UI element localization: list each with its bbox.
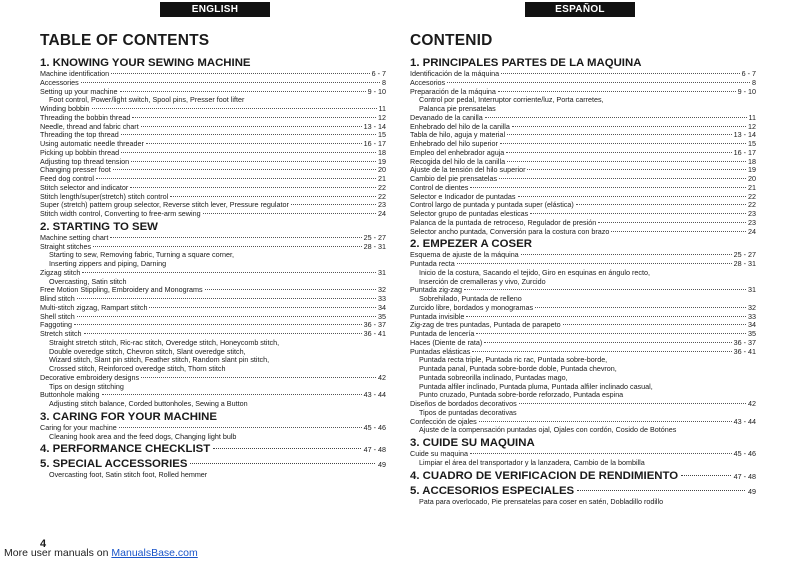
- section-heading-text: 2. STARTING TO SEW: [40, 220, 158, 233]
- entry-title: Preparación de la máquina: [410, 86, 496, 96]
- entry-title: Haces (Diente de rata): [410, 337, 483, 347]
- entry-page: 36 - 41: [733, 346, 756, 356]
- entry-page: 18: [748, 156, 756, 166]
- entry-title: Feed dog control: [40, 174, 94, 183]
- toc-entry: [40, 210, 386, 219]
- entry-title: Ajuste de la tensión del hilo superior: [410, 165, 526, 175]
- entry-title: Control largo de puntada y puntada super (elástica): [410, 200, 574, 210]
- section-heading: [40, 411, 386, 424]
- entry-page: 8: [752, 77, 756, 87]
- entry-title: Zigzag stitch: [40, 267, 81, 277]
- dot-leader: [113, 169, 376, 170]
- entry-title: Devanado de la canilla: [410, 112, 483, 122]
- dot-leader: [291, 204, 376, 205]
- entry-page: 36 - 37: [733, 337, 756, 347]
- toc-section: [40, 411, 386, 442]
- entry-page: 16 - 17: [363, 139, 386, 148]
- dot-leader: [485, 117, 747, 118]
- entry-title: Multi-stitch zigzag, Rampart stitch: [40, 302, 148, 312]
- entry-title: Stitch width control, Converting to free-arm sewing: [40, 209, 201, 218]
- footer-banner: [4, 547, 198, 559]
- dot-leader: [111, 73, 369, 74]
- dot-leader: [499, 178, 746, 179]
- entry-title: Stretch stitch: [40, 329, 82, 338]
- dot-leader: [131, 161, 376, 162]
- section-heading-text: 3. CARING FOR YOUR MACHINE: [40, 410, 217, 423]
- entry-page: 32: [748, 302, 756, 312]
- dot-leader: [190, 463, 375, 464]
- toc-entry: [410, 70, 756, 79]
- entry-title: Changing presser foot: [40, 165, 111, 175]
- toc-subentry: Straight stretch stitch, Ric-rac stitch, Overedge stitch, Honeycomb stitch,: [49, 337, 280, 347]
- dot-leader: [92, 108, 377, 109]
- entry-page: 6 - 7: [741, 69, 756, 78]
- entry-page: 42: [378, 372, 386, 382]
- entry-page: 11: [748, 112, 756, 122]
- toc-entry: [40, 321, 386, 330]
- dot-leader: [121, 134, 376, 135]
- toc-subentry: Limpiar el área del transportador y la lanzadera, Cambio de la bombilla: [419, 457, 645, 467]
- entry-title: Puntadas elásticas: [410, 346, 471, 356]
- entry-page: 15: [378, 130, 386, 140]
- entry-page: 25 - 27: [363, 232, 386, 242]
- entry-title: Accesorios: [410, 77, 446, 87]
- toc-section: [410, 238, 756, 435]
- toc-entry: [40, 313, 386, 322]
- entry-title: Picking up bobbin thread: [40, 147, 120, 157]
- dot-leader: [84, 333, 362, 334]
- dot-leader: [507, 161, 746, 162]
- entry-page: 43 - 44: [733, 416, 756, 426]
- toc-section: [40, 221, 386, 409]
- entry-title: Super (stretch) pattern group selector, Reverse stitch lever, Pressure regulator: [40, 200, 289, 210]
- dot-leader: [120, 91, 366, 92]
- entry-page: 45 - 46: [363, 422, 386, 432]
- section-heading: [410, 470, 756, 483]
- entry-page: 28 - 31: [363, 241, 386, 251]
- dot-leader: [132, 117, 376, 118]
- dot-leader: [521, 254, 732, 255]
- dot-leader: [611, 231, 746, 232]
- entry-page: 22: [378, 182, 386, 192]
- entry-title: Setting up your machine: [40, 86, 118, 96]
- entry-page: 31: [748, 285, 756, 295]
- entry-page: 34: [378, 302, 386, 312]
- dot-leader: [93, 246, 361, 247]
- toc-section: [40, 443, 386, 456]
- dot-leader: [119, 427, 362, 428]
- entry-page: 33: [748, 311, 756, 321]
- entry-title: Puntada invisible: [410, 311, 465, 321]
- toc-subentry: Puntada alfiler inclinado, Puntada pluma, Puntada alfiler inclinado casual,: [419, 381, 653, 391]
- dot-leader: [77, 298, 376, 299]
- entry-title: Enhebrado del hilo de la canilla: [410, 121, 510, 131]
- dot-leader: [205, 289, 376, 290]
- entry-title: Free Motion Stippling, Embroidery and Monograms: [40, 285, 203, 295]
- toc-subentry: Inserción de cremalleras y vivo, Zurcido: [419, 276, 546, 286]
- entry-title: Threading the bobbin thread: [40, 112, 131, 122]
- entry-title: Zig-zag de tres puntadas, Puntada de parapeto: [410, 320, 561, 330]
- entry-title: Puntada recta: [410, 259, 455, 268]
- entry-page: 31: [378, 267, 386, 277]
- entry-title: Recogida del hilo de la canilla: [410, 156, 506, 166]
- section-heading-text: 1. PRINCIPALES PARTES DE LA MAQUINA: [410, 57, 642, 69]
- footer-text: More user manuals on: [4, 547, 112, 559]
- entry-title: Selector e Indicador de puntadas: [410, 191, 516, 201]
- toc-subentry: Overcasting foot, Satin stitch foot, Rolled hemmer: [49, 470, 208, 480]
- dot-leader: [527, 169, 746, 170]
- entry-title: Machine identification: [40, 69, 110, 78]
- section-heading-text: 1. KNOWING YOUR SEWING MACHINE: [40, 57, 251, 69]
- section-heading-text: 5. SPECIAL ACCESSORIES: [40, 458, 188, 471]
- dot-leader: [507, 134, 732, 135]
- entry-title: Control de dientes: [410, 182, 469, 192]
- dot-leader: [82, 272, 376, 273]
- toc-subentry: Tips on design stitching: [49, 381, 124, 391]
- toc-subentry: Tipos de puntadas decorativas: [419, 407, 517, 417]
- dot-leader: [74, 324, 362, 325]
- dot-leader: [576, 204, 746, 205]
- section-heading-text: 4. PERFORMANCE CHECKLIST: [40, 443, 211, 456]
- dot-leader: [484, 342, 731, 343]
- dot-leader: [498, 91, 736, 92]
- toc-subentry: Punto cruzado, Puntada sobre-borde reforzado, Puntada espina: [419, 390, 624, 400]
- entry-title: Empleo del enhebrador aguja: [410, 147, 505, 157]
- dot-leader: [500, 143, 746, 144]
- entry-title: Threading the top thread: [40, 130, 119, 140]
- dot-leader: [102, 394, 362, 395]
- dot-leader: [213, 448, 360, 449]
- section-heading-text: 2. EMPEZER A COSER: [410, 238, 532, 251]
- dot-leader: [466, 316, 746, 317]
- entry-title: Puntada de lencería: [410, 329, 475, 338]
- entry-page: 8: [382, 77, 386, 87]
- entry-title: Winding bobbin: [40, 104, 90, 113]
- entry-page: 19: [378, 156, 386, 166]
- entry-title: Using automatic needle threader: [40, 139, 144, 148]
- entry-title: Cuide su maquina: [410, 449, 468, 458]
- toc-section: [40, 458, 386, 480]
- dot-leader: [563, 324, 746, 325]
- entry-page: 34: [748, 320, 756, 330]
- entry-title: Adjusting top thread tension: [40, 156, 130, 166]
- dot-leader: [476, 333, 746, 334]
- entry-page: 20: [378, 165, 386, 175]
- entry-page: 23: [378, 200, 386, 210]
- entry-page: 9 - 10: [367, 86, 386, 96]
- toc-sections: [410, 55, 756, 506]
- entry-title: Enhebrado del hilo superior: [410, 139, 498, 148]
- entry-title: Straight stitches: [40, 241, 92, 251]
- toc-subentry: Double overedge stitch, Chevron stitch, Slant overedge stitch,: [49, 346, 246, 356]
- toc-section: [40, 57, 386, 219]
- entry-title: Selector grupo de puntadas elesticas: [410, 209, 529, 218]
- entry-title: Puntada zig-zag: [410, 285, 462, 295]
- toc-subentry: Palanca pie prensatelas: [419, 104, 496, 113]
- toc-section: [410, 470, 756, 483]
- entry-page: 11: [378, 104, 386, 113]
- dot-leader: [81, 82, 380, 83]
- dot-leader: [512, 126, 746, 127]
- dot-leader: [457, 263, 732, 264]
- dot-leader: [77, 316, 376, 317]
- dot-leader: [447, 82, 750, 83]
- toc-subentry: Adjusting stitch balance, Corded buttonholes, Sewing a Button: [49, 399, 248, 408]
- entry-page: 28 - 31: [733, 259, 756, 268]
- entry-page: 43 - 44: [363, 390, 386, 400]
- entry-page: 35: [748, 329, 756, 338]
- entry-title: Buttonhole making: [40, 390, 100, 400]
- page-number: 4: [40, 538, 47, 550]
- entry-page: 9 - 10: [737, 86, 756, 96]
- toc-sections: [40, 55, 386, 480]
- toc-entry: [40, 70, 386, 79]
- entry-title: Selector ancho puntada, Conversión para la costura con brazo: [410, 226, 610, 236]
- entry-page: 15: [748, 139, 756, 148]
- section-heading: [410, 485, 756, 498]
- section-page: 47 - 48: [363, 445, 386, 455]
- entry-page: 45 - 46: [733, 449, 756, 458]
- dot-leader: [470, 453, 732, 454]
- entry-page: 21: [378, 174, 386, 183]
- entry-title: Faggoting: [40, 320, 72, 330]
- entry-page: 32: [378, 285, 386, 295]
- entry-title: Stitch length/super(stretch) stitch control: [40, 191, 169, 201]
- entry-page: 20: [748, 174, 756, 183]
- dot-leader: [681, 475, 730, 476]
- toc-section: [410, 57, 756, 236]
- entry-page: 13 - 14: [363, 121, 386, 131]
- entry-page: 24: [378, 209, 386, 218]
- entry-title: Confección de ojales: [410, 416, 477, 426]
- toc-entry: [410, 228, 756, 237]
- footer-link[interactable]: ManualsBase.com: [111, 547, 198, 559]
- toc-subentry: Overcasting, Satin stitch: [49, 276, 127, 286]
- toc-subentry: Puntada recta triple, Puntada ric rac, Puntada sobre-borde,: [419, 355, 608, 365]
- page-title-english: TABLE OF CONTENTS: [40, 32, 210, 49]
- dot-leader: [519, 403, 746, 404]
- entry-title: Tabla de hilo, aguja y material: [410, 130, 506, 140]
- entry-title: Blind stitch: [40, 294, 75, 303]
- dot-leader: [470, 187, 746, 188]
- toc-subentry: Inicio de la costura, Sacando el tejido, Giro en esquinas en ángulo recto,: [419, 267, 650, 277]
- entry-page: 22: [378, 191, 386, 201]
- dot-leader: [203, 213, 376, 214]
- toc-subentry: Puntada sobreorilla inclinado, Puntadas mago,: [419, 372, 568, 382]
- entry-page: 24: [748, 226, 756, 236]
- toc-subentry: Pata para overlocado, Pie prensatelas para coser en satén, Dobladillo rodillo: [419, 496, 664, 506]
- dot-leader: [141, 126, 362, 127]
- dot-leader: [479, 421, 732, 422]
- entry-title: Palanca de la puntada de retroceso, Regulador de presión: [410, 217, 597, 227]
- section-heading-text: 5. ACCESORIOS ESPECIALES: [410, 484, 575, 497]
- dot-leader: [530, 213, 746, 214]
- entry-page: 12: [748, 121, 756, 131]
- entry-title: Stitch selector and indicator: [40, 182, 129, 192]
- entry-page: 21: [748, 182, 756, 192]
- toc-entry: [40, 234, 386, 243]
- dot-leader: [535, 307, 746, 308]
- entry-title: Diseños de bordados decorativos: [410, 399, 517, 408]
- entry-title: Cambio del pie prensatelas: [410, 174, 498, 183]
- section-page: 47 - 48: [733, 471, 756, 481]
- toc-subentry: Ajuste de la compensación puntadas ojal, Ojales con cordón, Cosido de Botónes: [419, 425, 677, 435]
- section-page: 49: [378, 460, 386, 470]
- section-heading-text: 3. CUIDE SU MAQUINA: [410, 437, 535, 449]
- toc-entry: [40, 304, 386, 313]
- entry-title: Esquema de ajuste de la máquina: [410, 250, 519, 260]
- section-page: 49: [748, 486, 756, 496]
- dot-leader: [518, 196, 747, 197]
- entry-page: 19: [748, 165, 756, 175]
- dot-leader: [598, 222, 746, 223]
- dot-leader: [501, 73, 740, 74]
- entry-page: 6 - 7: [371, 69, 386, 78]
- toc-subentry: Crossed stitch, Reinforced overedge stitch, Thorn stitch: [49, 364, 226, 373]
- toc-subentry: Control por pedal, Interruptor corriente/luz, Porta carretes,: [419, 95, 604, 105]
- dot-leader: [96, 178, 376, 179]
- entry-title: Accessories: [40, 77, 79, 87]
- entry-title: Identificación de la máquina: [410, 69, 500, 78]
- toc-subentry: Foot control, Power/light switch, Spool pins, Presser foot lifter: [49, 95, 245, 105]
- entry-page: 18: [378, 147, 386, 157]
- toc-subentry: Wizard stitch, Slant pin stitch, Feather stitch, Random slant pin stitch,: [49, 355, 270, 365]
- entry-page: 23: [748, 217, 756, 227]
- entry-title: Zurcido libre, bordados y monogramas: [410, 302, 534, 312]
- section-heading: [40, 443, 386, 456]
- entry-page: 36 - 41: [363, 329, 386, 338]
- toc-subentry: Cleaning hook area and the feed dogs, Changing light bulb: [49, 431, 237, 441]
- entry-page: 36 - 37: [363, 320, 386, 330]
- toc-subentry: Puntada panal, Puntada sobre-borde doble, Puntada chevron,: [419, 364, 617, 373]
- dot-leader: [121, 152, 376, 153]
- section-heading-text: 4. CUADRO DE VERIFICACION DE RENDIMIENTO: [410, 469, 679, 482]
- toc-subentry: Sobrehilado, Puntada de relleno: [419, 294, 522, 303]
- dot-leader: [472, 351, 731, 352]
- entry-page: 22: [748, 200, 756, 210]
- dot-leader: [141, 377, 376, 378]
- page-title-spanish: CONTENID: [410, 32, 493, 49]
- entry-page: 22: [748, 191, 756, 201]
- entry-page: 42: [748, 399, 756, 408]
- entry-title: Decorative embroidery designs: [40, 372, 140, 382]
- entry-page: 25 - 27: [733, 250, 756, 260]
- entry-title: Shell stitch: [40, 311, 75, 321]
- dot-leader: [110, 237, 361, 238]
- toc-entry: [410, 251, 756, 260]
- entry-page: 16 - 17: [733, 147, 756, 157]
- entry-page: 12: [378, 112, 386, 122]
- toc-section: [410, 485, 756, 507]
- entry-page: 23: [748, 209, 756, 218]
- section-heading: [40, 221, 386, 234]
- dot-leader: [170, 196, 376, 197]
- dot-leader: [130, 187, 376, 188]
- entry-page: 35: [378, 311, 386, 321]
- dot-leader: [506, 152, 731, 153]
- dot-leader: [464, 289, 746, 290]
- toc-subentry: Starting to sew, Removing fabric, Turning a square corner,: [49, 250, 234, 260]
- toc-entry: [40, 286, 386, 295]
- dot-leader: [577, 490, 745, 491]
- entry-page: 13 - 14: [733, 130, 756, 140]
- language-tab-english: ENGLISH: [160, 2, 270, 17]
- toc-subentry: Inserting zippers and piping, Darning: [49, 259, 167, 268]
- toc-section: [410, 437, 756, 468]
- dot-leader: [146, 143, 362, 144]
- entry-page: 33: [378, 294, 386, 303]
- dot-leader: [149, 307, 376, 308]
- entry-title: Caring for your machine: [40, 422, 117, 432]
- entry-title: Needle, thread and fabric chart: [40, 121, 139, 131]
- entry-title: Machine setting chart: [40, 232, 109, 242]
- language-tab-spanish: ESPAÑOL: [525, 2, 635, 17]
